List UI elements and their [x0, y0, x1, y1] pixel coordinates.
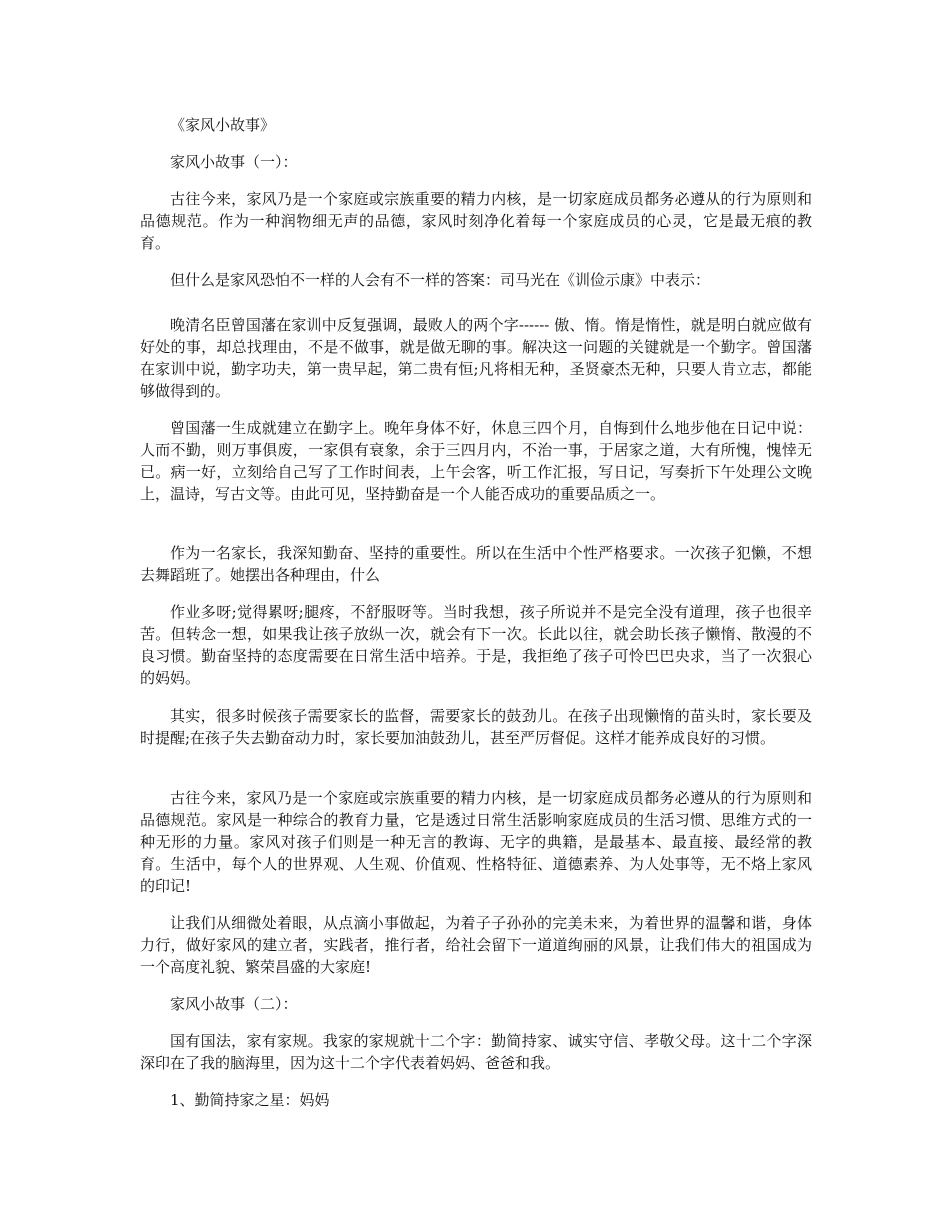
paragraph-family-style-education: 古往今来，家风乃是一个家庭或宗族重要的精力内核，是一切家庭成员都务必遵从的行为原则和品德规范。家风是一种综合的教育力量，它是透过日常生活影响家庭成员的生活习惯、思维方式的一种无形的力量。家风对孩子们则是一种无言的教诲、无字的典籍，是最基本、最直接、最经常的教育。生活中，每个人的世界观、人生观、价值观、性格特征、道德素养、为人处事等，无不烙上家风的印记!: [140, 789, 812, 895]
paragraph-zeng-guofan-life: 曾国藩一生成就建立在勤字上。晚年身体不好，休息三四个月，自悔到什么地步他在日记中说：人而不勤，则万事俱废，一家俱有衰象，余于三四月内，不治一事，于居家之道，大有所愧，愧悻无已。病一好，立刻给自己写了工作时间表，上午会客，听工作汇报，写日记，写奏折下午处理公文晚上，温诗，写古文等。由此可见，坚持勤奋是一个人能否成功的重要品质之一。: [140, 419, 812, 503]
paragraph-sima-guang-intro: 但什么是家风恐怕不一样的人会有不一样的答案：司马光在《训俭示康》中表示：: [170, 271, 711, 289]
subheading-mom-star: 1、勤简持家之星：妈妈: [170, 1091, 330, 1109]
paragraph-family-style-definition: 古往今来，家风乃是一个家庭或宗族重要的精力内核，是一切家庭成员都务必遵从的行为原则和品德规范。作为一种润物细无声的品德，家风时刻净化着每一个家庭成员的心灵，它是最无痕的教育。: [140, 190, 812, 252]
section-heading-story-one: 家风小故事（一）：: [170, 153, 298, 171]
paragraph-call-to-action: 让我们从细微处着眼，从点滴小事做起，为着子子孙孙的完美未来，为着世界的温馨和谐，身体力行，做好家风的建立者，实践者，推行者，给社会留下一道道绚丽的风景，让我们伟大的祖国成为一个高度礼貌、繁荣昌盛的大家庭!: [140, 914, 812, 976]
paragraph-refusing-child: 作业多呀;觉得累呀;腿疼，不舒服呀等。当时我想，孩子所说并不是完全没有道理，孩子也很辛苦。但转念一想，如果我让孩子放纵一次，就会有下一次。长此以往，就会助长孩子懒惰、散漫的不良习惯。勤奋坚持的态度需要在日常生活中培养。于是，我拒绝了孩子可怜巴巴央求，当了一次狠心的妈妈。: [140, 603, 812, 687]
document-title: 《家风小故事》: [170, 116, 276, 134]
paragraph-parent-supervision: 其实，很多时候孩子需要家长的监督，需要家长的鼓劲儿。在孩子出现懒惰的苗头时，家长要及时提醒;在孩子失去勤奋动力时，家长要加油鼓劲儿，甚至严厉督促。这样才能养成良好的习惯。: [140, 707, 812, 747]
section-heading-story-two: 家风小故事（二）：: [170, 995, 298, 1013]
paragraph-family-rules: 国有国法，家有家规。我家的家规就十二个字：勤简持家、诚实守信、孝敬父母。这十二个字深深印在了我的脑海里，因为这十二个字代表着妈妈、爸爸和我。: [140, 1032, 812, 1072]
paragraph-parent-perspective: 作为一名家长，我深知勤奋、坚持的重要性。所以在生活中个性严格要求。一次孩子犯懒，不想去舞蹈班了。她摆出各种理由，什么: [140, 544, 812, 584]
paragraph-zeng-guofan-diligence: 晚清名臣曾国藩在家训中反复强调，最败人的两个字------ 傲、惰。惰是惰性，就是明白就应做有好处的事，却总找理由，不是不做事，就是做无聊的事。解决这一问题的关键就是一个勤字。曾国藩在家训中说，勤字功夫，第一贵早起，第二贵有恒;凡将相无种，圣贤豪杰无种，只要人肯立志，都能够做得到的。: [140, 316, 812, 400]
